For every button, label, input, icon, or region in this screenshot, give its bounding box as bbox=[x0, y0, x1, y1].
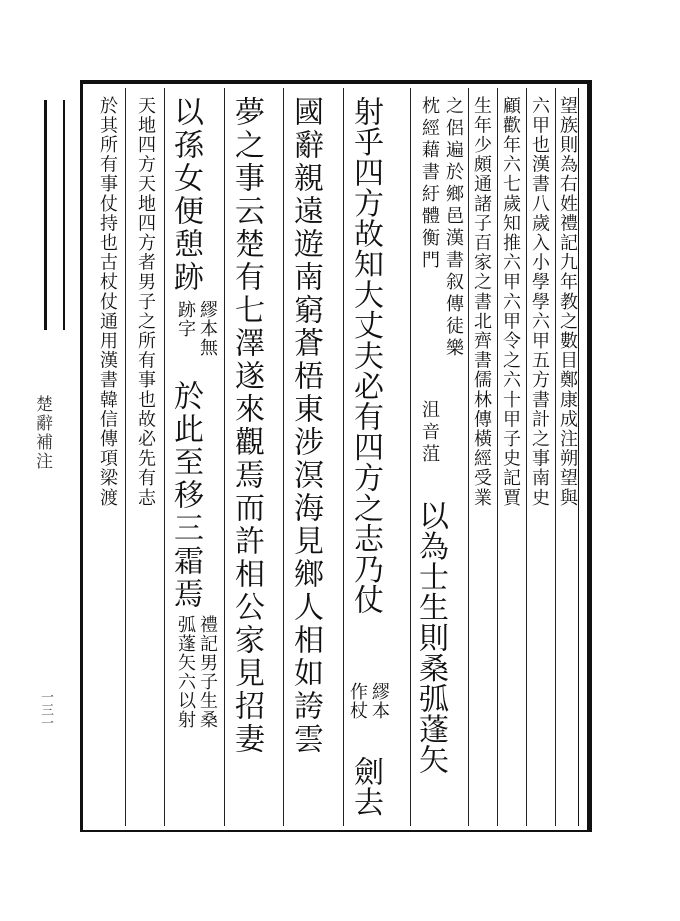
main-text-column-9-mid: 於此至移三霜焉 bbox=[168, 380, 203, 611]
note-6-left: 作杖 bbox=[347, 682, 368, 720]
frame-inner-right-rule bbox=[578, 88, 579, 826]
text-column-3: 顧歡年六七歲知推六甲六甲令之六十甲子史記賈 bbox=[500, 96, 521, 508]
text-column-2: 六甲也漢書八歲入小學學六甲五方書計之事南史 bbox=[529, 96, 550, 508]
note-line-right: 之侶遍於鄉邑漢書叙傳徒樂 bbox=[443, 96, 464, 360]
text-column-11: 於其所有事仗持也古杖仗通用漢書韓信傳項梁渡 bbox=[97, 96, 118, 508]
column-rule bbox=[410, 88, 411, 826]
column-rule bbox=[283, 88, 284, 826]
text-column-1: 望族則為右姓禮記九年教之數目鄭康成注朔望與 bbox=[557, 96, 578, 508]
text-column-4: 生年少頗通諸子百家之書北齊書儒林傳橫經受業 bbox=[471, 96, 492, 508]
column-rule bbox=[468, 88, 469, 826]
main-text-column-8: 夢之事云楚有七澤遂來觀焉而許相公家見招妻 bbox=[229, 96, 264, 756]
margin-page-number: 一三一 bbox=[38, 690, 53, 729]
note-9b-left: 弧蓬矢六以射 bbox=[175, 615, 196, 729]
note-9-left: 跡字 bbox=[175, 300, 196, 338]
margin-fishtail-mark bbox=[44, 100, 65, 330]
main-text-column-5: 以為士生則桑弧蓬矢 bbox=[413, 500, 448, 775]
note-line-left: 枕經藉書紆體衡門 bbox=[419, 96, 440, 272]
column-rule bbox=[497, 88, 498, 826]
main-text-column-7: 國辭親遠遊南窮蒼梧東涉溟海見鄉人相如誇雲 bbox=[288, 96, 323, 756]
main-text-column-6: 射乎四方故知大丈夫必有四方之志乃仗 bbox=[348, 96, 383, 615]
margin-book-title: 楚辭補注 bbox=[32, 395, 52, 471]
column-rule bbox=[343, 88, 344, 826]
note-9-right: 繆本無 bbox=[197, 300, 218, 357]
column-rule bbox=[125, 88, 126, 826]
column-rule bbox=[555, 88, 556, 826]
main-text-column-6-end: 劍去 bbox=[348, 756, 383, 817]
main-text-column-9: 以孫女便憩跡 bbox=[168, 96, 203, 294]
note-line-left-2: 沮音菹 bbox=[419, 400, 440, 466]
text-column-10: 天地四方天地四方者男子之所有事也故必先有志 bbox=[135, 96, 156, 508]
note-9b-right: 禮記男子生桑 bbox=[197, 615, 218, 729]
column-rule bbox=[164, 88, 165, 826]
column-rule bbox=[224, 88, 225, 826]
note-6-right: 繆本 bbox=[369, 682, 390, 720]
column-rule bbox=[526, 88, 527, 826]
